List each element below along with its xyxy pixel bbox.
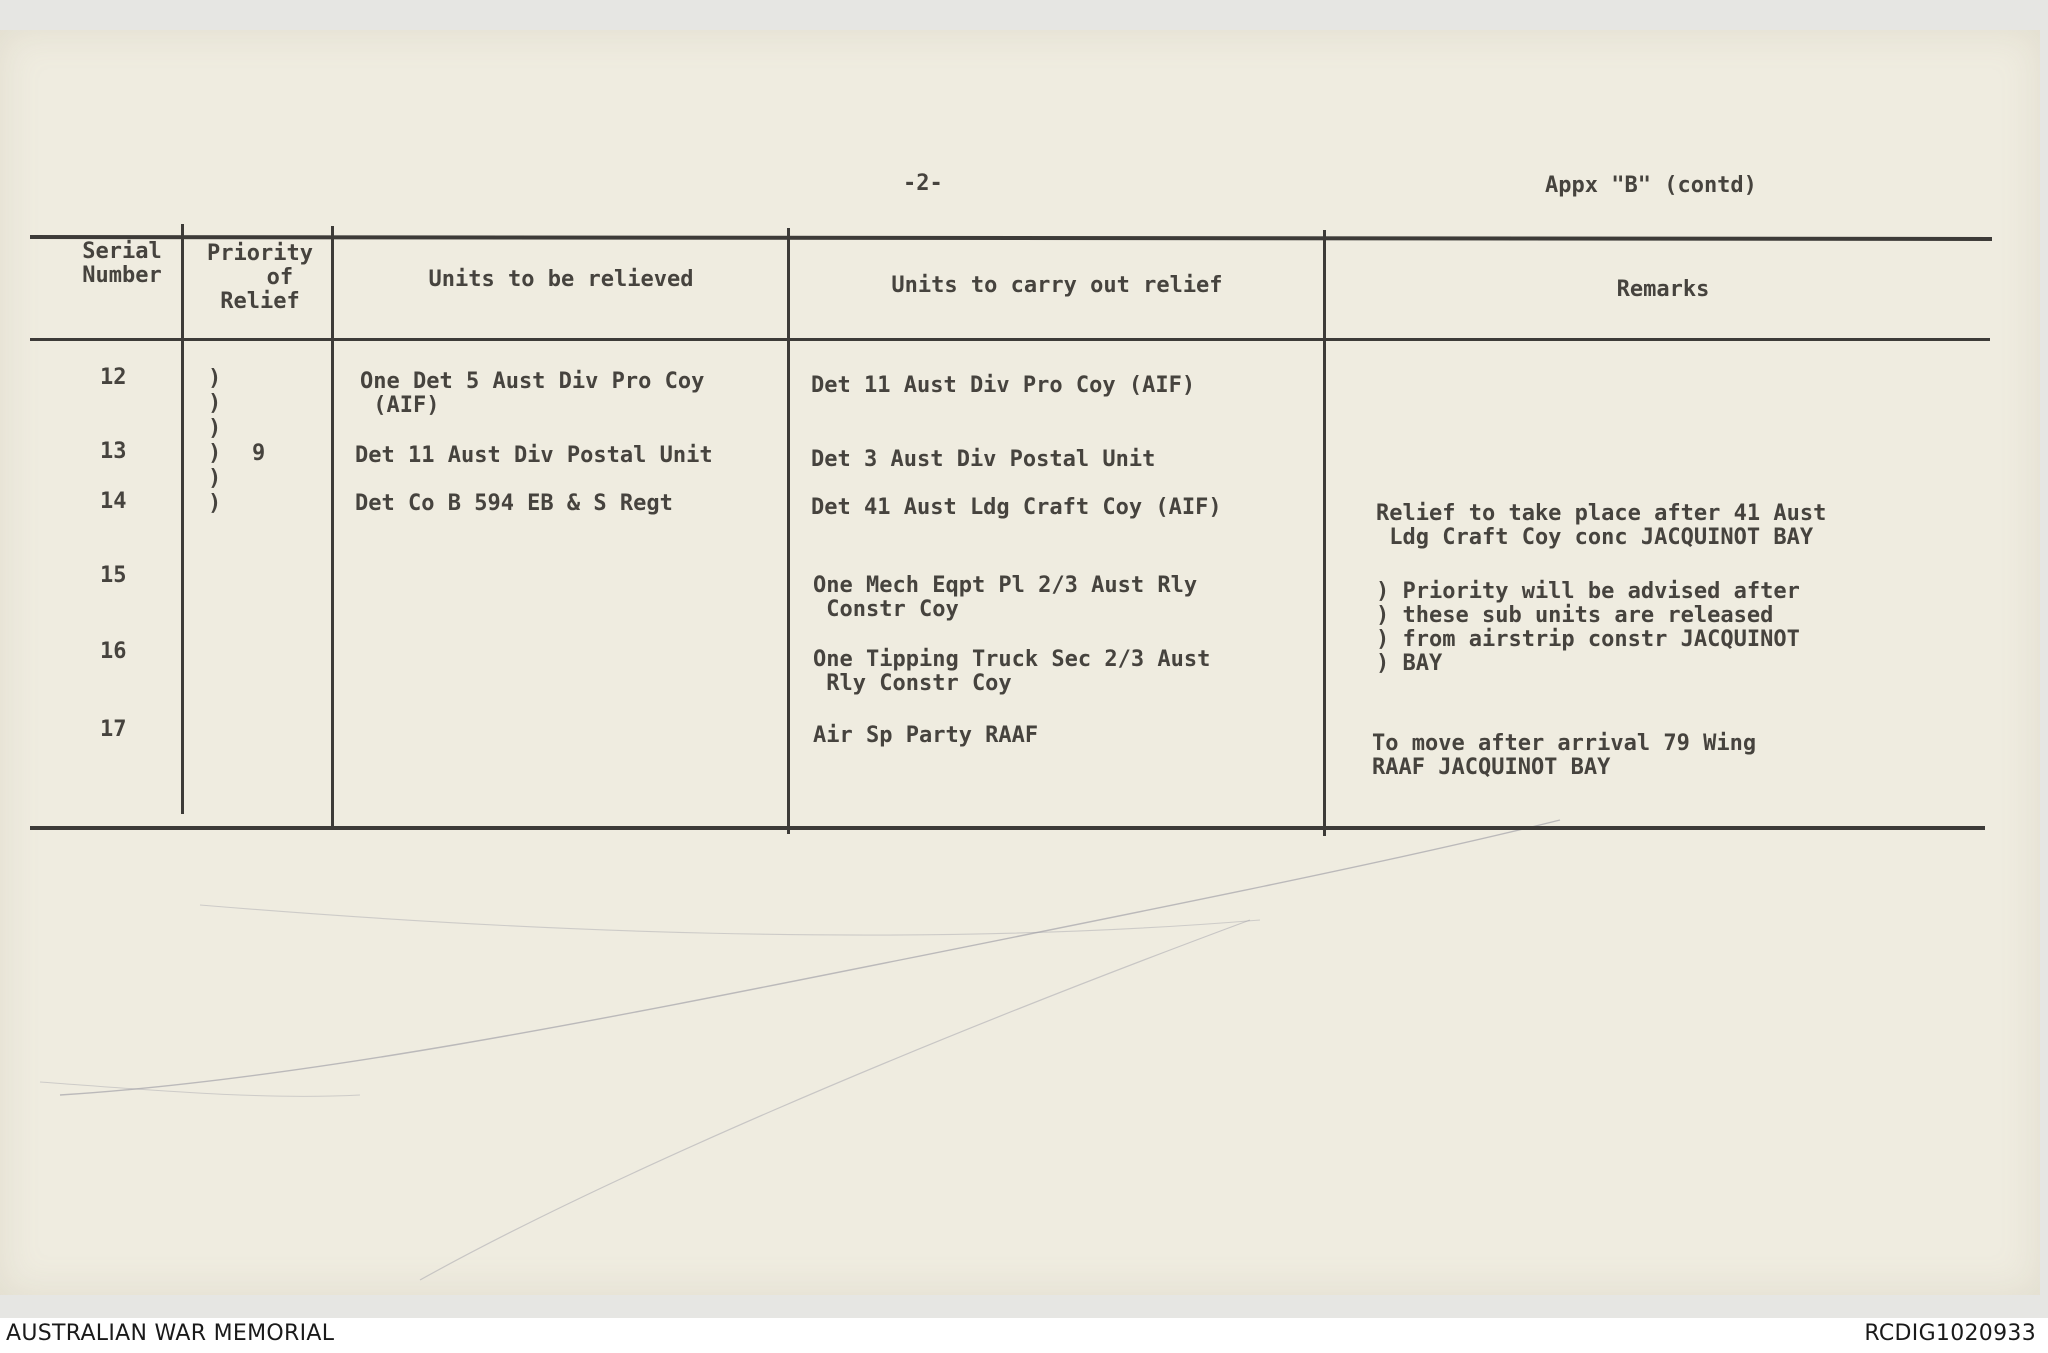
- column-divider-4: [1323, 230, 1326, 836]
- serial-number: 16: [100, 639, 127, 664]
- relieved-unit: Det Co B 594 EB & S Regt: [355, 491, 673, 516]
- header-remarks: Remarks: [1616, 277, 1710, 302]
- relieved-unit: Det 11 Aust Div Postal Unit: [355, 443, 713, 468]
- remark: ) Priority will be advised after ) these sub units are released ) from airstrip constr JACQUINOT ) BAY: [1376, 579, 1800, 676]
- table-bottom-rule: [30, 826, 1985, 830]
- priority-bracket: ) ) ) ) ) ): [208, 366, 222, 516]
- relief-unit: One Tipping Truck Sec 2/3 Aust Rly Constr Coy: [813, 647, 1211, 696]
- footer-catalogue-id: RCDIG1020933: [1864, 1321, 2036, 1346]
- footer-source-label: AUSTRALIAN WAR MEMORIAL: [6, 1321, 335, 1346]
- serial-number: 12: [100, 365, 127, 390]
- header-bottom-rule: [30, 338, 1990, 341]
- appendix-label: Appx "B" (contd): [1545, 173, 1757, 198]
- header-priority-of-relief: Priority of Relief: [207, 241, 313, 314]
- header-units-to-be-relieved: Units to be relieved: [428, 267, 694, 292]
- remark: Relief to take place after 41 Aust Ldg Craft Coy conc JACQUINOT BAY: [1376, 501, 1827, 550]
- priority-value: 9: [252, 441, 266, 466]
- relieved-unit: One Det 5 Aust Div Pro Coy (AIF): [360, 369, 705, 418]
- serial-number: 13: [100, 439, 127, 464]
- relief-unit: Air Sp Party RAAF: [813, 723, 1039, 748]
- column-divider-1: [181, 224, 184, 814]
- serial-number: 15: [100, 563, 127, 588]
- page-number: -2-: [903, 171, 943, 196]
- header-units-to-carry-out-relief: Units to carry out relief: [891, 273, 1223, 298]
- remark: To move after arrival 79 Wing RAAF JACQUINOT BAY: [1372, 731, 1757, 780]
- relief-unit: Det 3 Aust Div Postal Unit: [811, 447, 1156, 472]
- relief-unit: One Mech Eqpt Pl 2/3 Aust Rly Constr Coy: [813, 573, 1198, 622]
- relief-unit: Det 41 Aust Ldg Craft Coy (AIF): [811, 495, 1222, 520]
- header-serial-number: Serial Number: [82, 239, 162, 288]
- column-divider-3: [787, 228, 790, 834]
- relief-unit: Det 11 Aust Div Pro Coy (AIF): [811, 373, 1196, 398]
- serial-number: 14: [100, 489, 127, 514]
- serial-number: 17: [100, 717, 127, 742]
- column-divider-2: [331, 226, 334, 826]
